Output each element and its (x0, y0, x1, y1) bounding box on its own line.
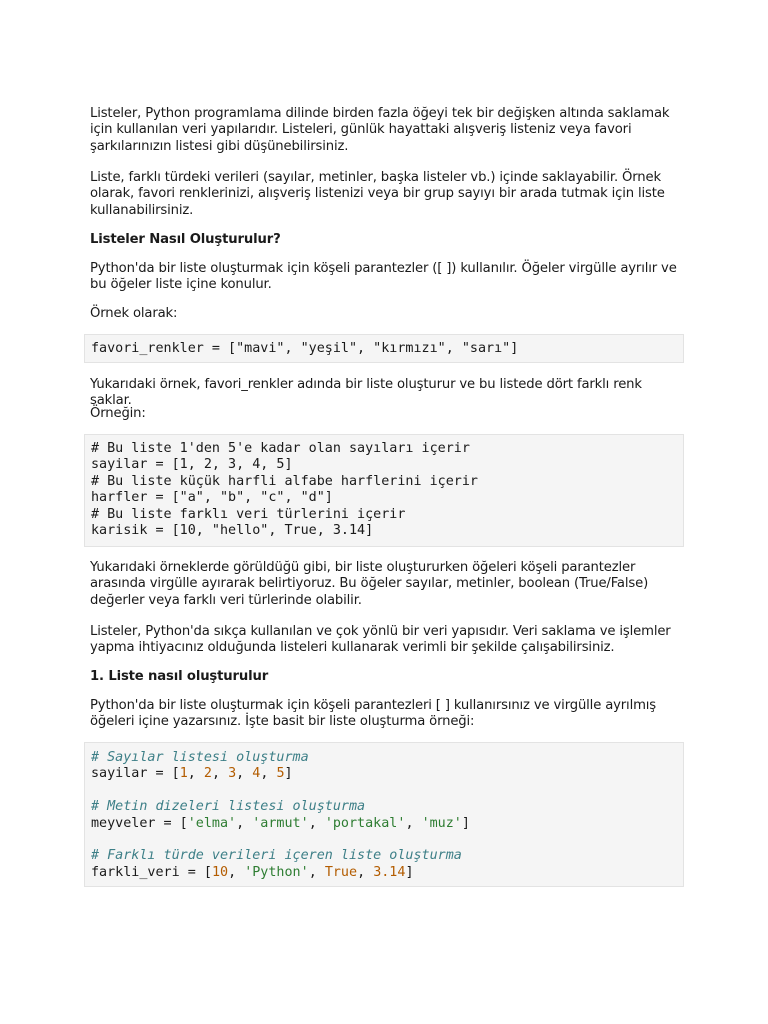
code-line (91, 750, 683, 766)
code-text: , (308, 864, 325, 880)
section-heading-how-to-create: 1. Liste nasıl oluşturulur (90, 669, 269, 684)
code-line (91, 865, 683, 881)
code-text: ] (284, 766, 293, 782)
code-line: karisik = [10, "hello", True, 3.14] (91, 522, 374, 538)
example-label: Örnek olarak: (90, 306, 178, 321)
code-line (91, 848, 683, 864)
code-line: # Bu liste küçük harfli alfabe harflerini içerir (91, 473, 478, 489)
code-text: ] (405, 864, 414, 880)
code-line (91, 766, 683, 782)
code-number: 3.14 (373, 864, 406, 880)
brackets-paragraph: Python'da bir liste oluşturmak için köşeli parantezler ([ ]) kullanılır. Öğeler virgülle ayrılır ve bu öğeler liste içine konulur. (90, 261, 677, 293)
code-comment: # Metin dizeleri listesi oluşturma (91, 799, 366, 815)
code-text: meyveler = [ (91, 815, 188, 831)
code-string: 'elma' (187, 815, 237, 831)
code-keyword: True (324, 864, 358, 880)
code-text: farkli_veri = [ (91, 864, 212, 880)
code-number: 2 (203, 766, 212, 782)
code-number: 1 (179, 766, 188, 782)
code-line: harfler = ["a", "b", "c", "d"] (91, 490, 333, 506)
code-line (91, 816, 683, 832)
code-text: , (236, 815, 253, 831)
example-label-2: Örneğin: (90, 406, 146, 421)
code-string: 'armut' (252, 815, 309, 831)
create-list-paragraph: Python'da bir liste oluşturmak için köşeli parantezleri [ ] kullanırsınız ve virgülle ayrılmış öğeleri içine yazarsınız. İşte basit bir liste oluşturma örneği: (90, 698, 657, 730)
code-line (91, 799, 683, 815)
code-string: 'portakal' (324, 815, 406, 831)
code-text: , (211, 766, 229, 782)
code-line: favori_renkler = ["mavi", "yeşil", "kırmızı", "sarı"] (91, 341, 519, 356)
types-paragraph: Liste, farklı türdeki verileri (sayılar, metinler, başka listeler vb.) içinde saklayabilir. Örnek olarak, favori renklerinizi, alışveriş listenizi veya bir grup sayıyı bir arada tutmak için liste kullanabilirsiniz. (90, 170, 665, 218)
code-block-list-examples (84, 434, 684, 547)
code-line: # Bu liste 1'den 5'e kadar olan sayıları içerir (91, 441, 470, 456)
section-heading-how-created: Listeler Nasıl Oluşturulur? (90, 232, 281, 247)
code-string: 'muz' (421, 815, 462, 831)
code-comment: # Sayılar listesi oluşturma (91, 750, 309, 765)
code-number: 3 (228, 766, 237, 782)
code-text: , (405, 815, 422, 831)
code-line: # Bu liste farklı veri türlerini içerir (91, 506, 406, 522)
example-explanation-paragraph: Yukarıdaki örnek, favori_renkler adında bir liste oluşturur ve bu listede dört farklı renk saklar. (90, 377, 642, 409)
code-text: , (308, 815, 325, 831)
code-number: 4 (252, 766, 261, 782)
summary-paragraph: Listeler, Python'da sıkça kullanılan ve çok yönlü bir veri yapısıdır. Veri saklama ve işlemler yapma ihtiyacınız olduğunda listeleri kullanarak verimli bir şekilde çalışabilirsiniz. (90, 624, 671, 656)
code-block-favorite-colors (84, 334, 684, 363)
code-block-highlighted (84, 742, 684, 887)
intro-paragraph: Listeler, Python programlama dilinde birden fazla öğeyi tek bir değişken altında saklamak için kullanılan veri yapılarıdır. Listeleri, günlük hayattaki alışveriş listeniz veya favori şarkılarınızın listesi gibi düşünebilirsiniz. (90, 106, 670, 154)
elements-explanation-paragraph: Yukarıdaki örneklerde görüldüğü gibi, bir liste oluştururken öğeleri köşeli parantezler arasında virgülle ayırarak belirtiyoruz. Bu öğeler sayılar, metinler, boolean (True/False) değerler veya farklı veri türlerinde olabilir. (90, 560, 649, 608)
code-text: ] (461, 815, 470, 831)
code-comment: # Farklı türde verileri içeren liste oluşturma (91, 848, 462, 864)
code-text: sayilar = [ (91, 766, 180, 782)
code-text: , (187, 766, 204, 782)
code-blank-line (91, 832, 683, 848)
code-number: 10 (211, 864, 229, 880)
code-blank-line (91, 783, 683, 799)
code-text: , (236, 766, 253, 782)
code-text: , (357, 864, 374, 880)
code-string: 'Python' (244, 864, 309, 880)
code-number: 5 (276, 766, 285, 782)
code-line: sayilar = [1, 2, 3, 4, 5] (91, 457, 293, 473)
code-text: , (260, 766, 277, 782)
code-text: , (228, 864, 245, 880)
